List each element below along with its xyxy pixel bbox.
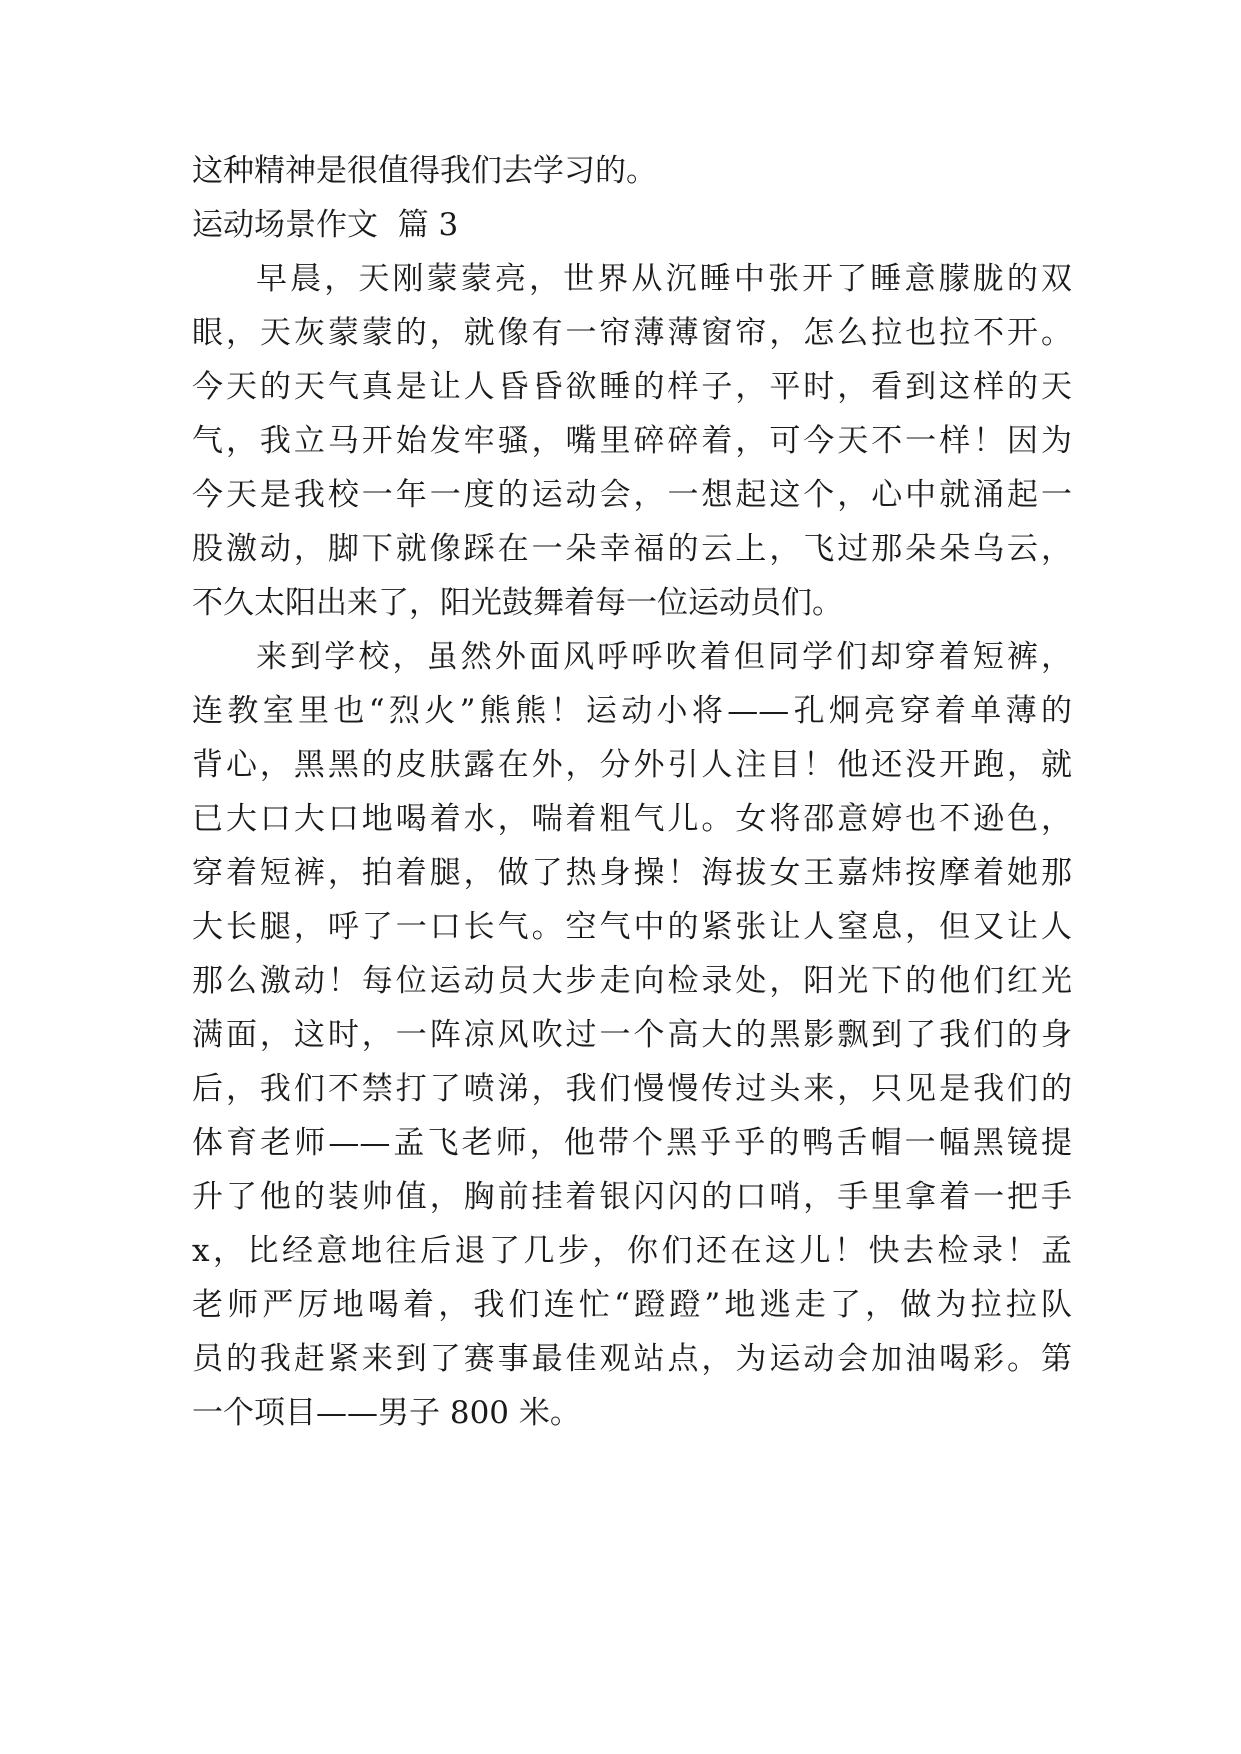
section-title: 运动场景作文 篇 3 xyxy=(192,207,459,243)
paragraph-line: 员的我赶紧来到了赛事最佳观站点，为运动会加油喝彩。第 xyxy=(192,1341,1072,1377)
paragraph-line: 满面，这时，一阵凉风吹过一个高大的黑影飘到了我们的身 xyxy=(192,1017,1072,1053)
paragraph-line: 连教室里也“烈火”熊熊！运动小将——孔炯亮穿着单薄的 xyxy=(192,693,1072,729)
paragraph-line: 升了他的装帅值，胸前挂着银闪闪的口哨，手里拿着一把手 xyxy=(192,1179,1072,1215)
paragraph-line: 大长腿，呼了一口长气。空气中的紧张让人窒息，但又让人 xyxy=(192,909,1072,945)
paragraph-line: 背心，黑黑的皮肤露在外，分外引人注目！他还没开跑，就 xyxy=(192,747,1072,783)
paragraph-line: 后，我们不禁打了喷涕，我们慢慢传过头来，只见是我们的 xyxy=(192,1071,1072,1107)
document-body xyxy=(192,144,1072,1440)
paragraph-line: 来到学校，虽然外面风呼呼吹着但同学们却穿着短裤， xyxy=(256,639,1072,675)
intro-line: 这种精神是很值得我们去学习的。 xyxy=(192,153,657,189)
paragraph-1 xyxy=(192,252,1072,630)
paragraph-line: 眼，天灰蒙蒙的，就像有一帘薄薄窗帘，怎么拉也拉不开。 xyxy=(192,315,1072,351)
paragraph-line: 今天是我校一年一度的运动会，一想起这个，心中就涌起一 xyxy=(192,477,1072,513)
paragraph-line: 一个项目——男子 800 米。 xyxy=(192,1395,581,1431)
paragraph-line: 老师严厉地喝着，我们连忙“蹬蹬”地逃走了，做为拉拉队 xyxy=(192,1287,1072,1323)
paragraph-2 xyxy=(192,630,1072,1440)
paragraph-line: 股激动，脚下就像踩在一朵幸福的云上，飞过那朵朵乌云， xyxy=(192,531,1072,567)
paragraph-line: 今天的天气真是让人昏昏欲睡的样子，平时，看到这样的天 xyxy=(192,369,1072,405)
paragraph-line: 那么激动！每位运动员大步走向检录处，阳光下的他们红光 xyxy=(192,963,1072,999)
paragraph-line: 早晨，天刚蒙蒙亮，世界从沉睡中张开了睡意朦胧的双 xyxy=(256,261,1072,297)
paragraph-line: 不久太阳出来了，阳光鼓舞着每一位运动员们。 xyxy=(192,585,843,621)
paragraph-line: 已大口大口地喝着水，喘着粗气儿。女将邵意婷也不逊色， xyxy=(192,801,1072,837)
paragraph-line: 气，我立马开始发牢骚，嘴里碎碎着，可今天不一样！因为 xyxy=(192,423,1072,459)
paragraph-line: 穿着短裤，拍着腿，做了热身操！海拔女王嘉炜按摩着她那 xyxy=(192,855,1072,891)
paragraph-line: 体育老师——孟飞老师，他带个黑乎乎的鸭舌帽一幅黑镜提 xyxy=(192,1125,1072,1161)
paragraph-line: x，比经意地往后退了几步，你们还在这儿！快去检录！孟 xyxy=(192,1233,1072,1269)
